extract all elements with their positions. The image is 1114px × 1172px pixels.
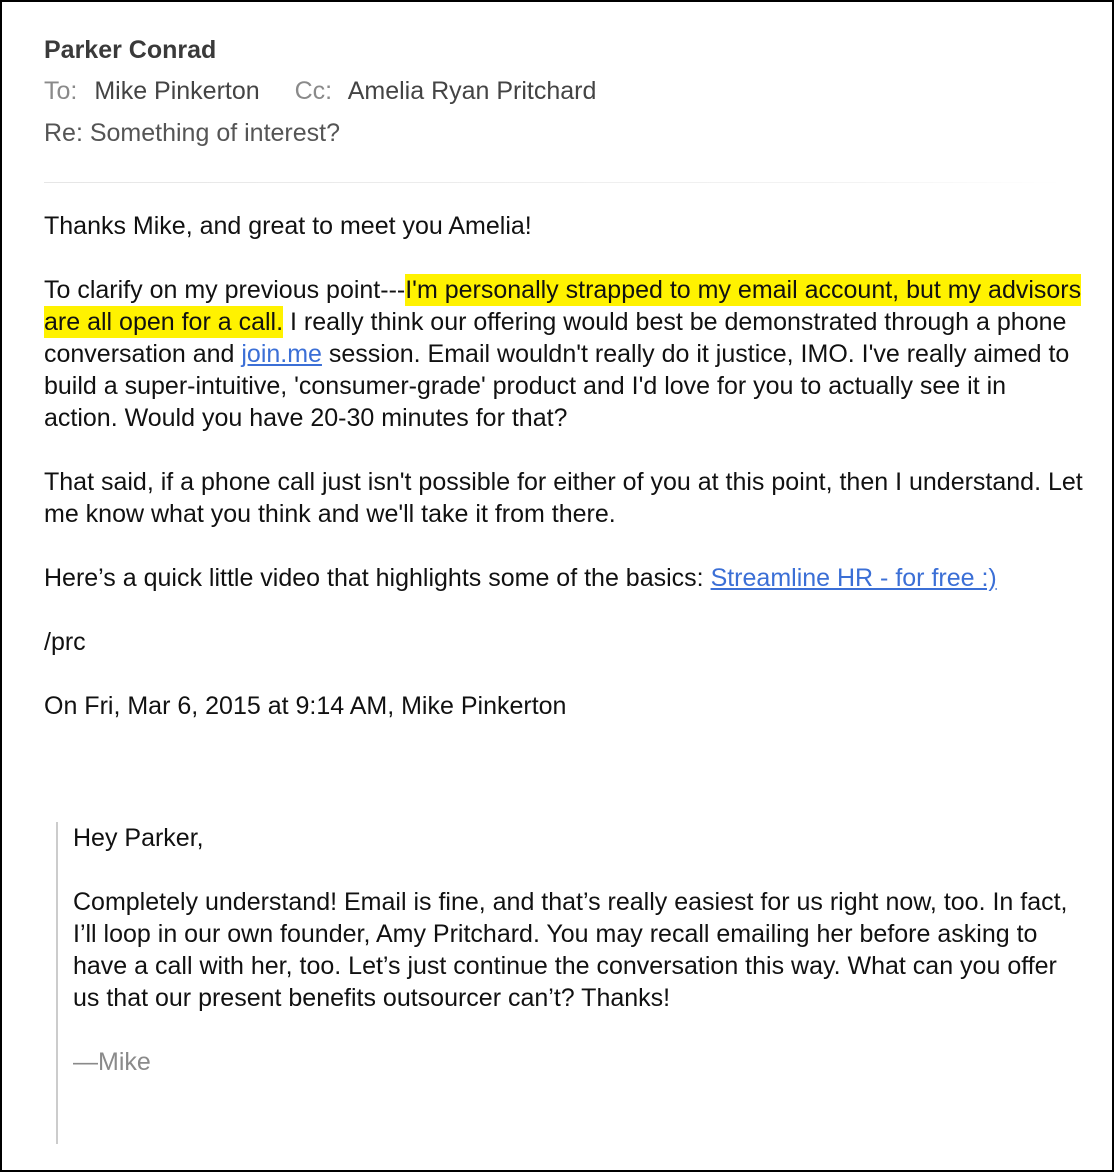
quoted-signature: —Mike <box>73 1048 151 1076</box>
clarify-text-mid: I really think our offering would best be demonstrated through a phone conversation and <box>44 308 1067 368</box>
phone-call-paragraph: That said, if a phone call just isn't possible for either of you at this point, then I understand. Let me know what you think and we'll take it from there. <box>44 468 1083 528</box>
greeting-paragraph: Thanks Mike, and great to meet you Amelia! <box>44 212 532 240</box>
sender-name: Parker Conrad <box>44 36 217 64</box>
email-body <box>44 210 1084 754</box>
video-paragraph <box>44 562 1084 594</box>
streamline-hr-link[interactable]: Streamline HR - for free :) <box>710 564 997 592</box>
video-text: Here’s a quick little video that highlights some of the basics: <box>44 564 711 592</box>
quoted-message <box>56 822 1073 1144</box>
quoted-greeting: Hey Parker, <box>73 824 204 852</box>
clarify-paragraph <box>44 274 1084 434</box>
recipients-row <box>44 70 1064 112</box>
cc-label: Cc: <box>294 77 333 105</box>
quoted-text: Completely understand! Email is fine, and that’s really easiest for us right now, too. In fact, I’ll loop in our own founder, Amy Pritchard. You may recall emailing her before asking to have a call with her, too. Let’s just continue the conversation this way. What can you offer us that our present benefits outsourcer can’t? Thanks! <box>73 888 1068 1012</box>
subject-line: Re: Something of interest? <box>44 119 340 147</box>
email-header <box>44 30 1064 154</box>
signoff: /prc <box>44 628 86 656</box>
clarify-text-start: To clarify on my previous point--- <box>44 276 406 304</box>
clarify-text-end: session. Email wouldn't really do it justice, IMO. I've really aimed to build a super-intuitive, 'consumer-grade' product and I'd love for you to actually see it in action. Would you have 20-30 minutes for that? <box>44 340 1070 432</box>
highlighted-text: I'm personally strapped to my email account, but my advisors are all open for a call. <box>44 276 1082 336</box>
cc-recipient[interactable]: Amelia Ryan Pritchard <box>347 77 597 105</box>
quote-header: On Fri, Mar 6, 2015 at 9:14 AM, Mike Pinkerton <box>44 692 567 720</box>
to-label: To: <box>44 77 78 105</box>
header-divider <box>44 182 1062 183</box>
to-recipient[interactable]: Mike Pinkerton <box>94 77 260 105</box>
join-me-link[interactable]: join.me <box>241 340 322 368</box>
